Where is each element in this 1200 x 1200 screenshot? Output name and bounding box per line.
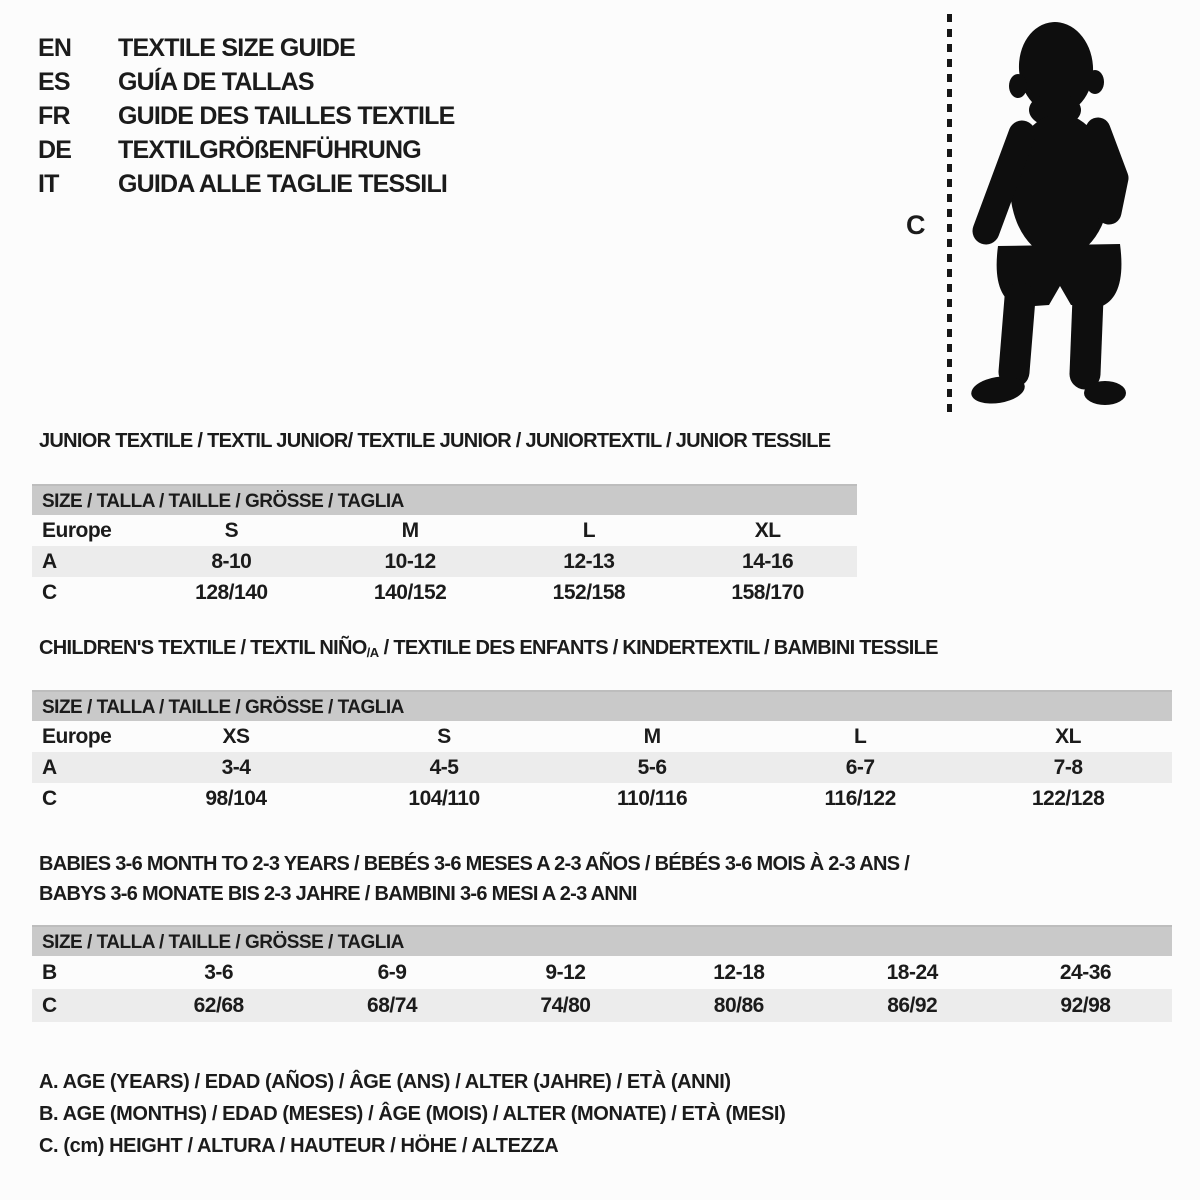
table-cell: 92/98	[1060, 993, 1111, 1017]
children-title-sub: /A	[366, 645, 379, 660]
row-label: C	[42, 993, 57, 1017]
table-cell: 152/158	[552, 580, 626, 604]
table-cell: 5-6	[637, 755, 667, 779]
language-code: FR	[38, 102, 70, 130]
children-title-prefix: CHILDREN'S TEXTILE / TEXTIL NIÑO	[39, 637, 367, 659]
table-cell: 7-8	[1053, 755, 1083, 779]
babies-size-header-bar: SIZE / TALLA / TAILLE / GRÖSSE / TAGLIA	[32, 925, 1172, 956]
language-code: IT	[38, 170, 59, 198]
table-cell: 128/140	[195, 580, 268, 604]
table-cell: 18-24	[886, 960, 938, 984]
table-cell: 86/92	[887, 993, 938, 1017]
table-cell: 3-4	[221, 755, 251, 779]
junior-section-title: JUNIOR TEXTILE / TEXTIL JUNIOR/ TEXTILE JUNIOR / JUNIORTEXTIL / JUNIOR TESSILE	[39, 430, 831, 452]
table-cell: 4-5	[429, 755, 459, 779]
children-title-suffix: / TEXTILE DES ENFANTS / KINDERTEXTIL / BAMBINI TESSILE	[378, 637, 938, 659]
babies-row-months	[32, 956, 1172, 989]
table-cell: 110/116	[617, 786, 688, 810]
row-label: Europe	[42, 518, 112, 542]
table-cell: 12-13	[563, 549, 615, 573]
table-cell: 68/74	[367, 993, 418, 1017]
table-cell: 80/86	[713, 993, 764, 1017]
children-row-age	[32, 752, 1172, 783]
guide-title-de: TEXTILGRÖßENFÜHRUNG	[118, 136, 421, 164]
height-measure-label: C	[906, 210, 926, 240]
children-row-height	[32, 783, 1172, 814]
table-cell: 14-16	[742, 549, 794, 573]
table-cell: 12-18	[713, 960, 765, 984]
language-row-en	[38, 31, 455, 65]
table-cell: 6-7	[845, 755, 875, 779]
children-size-table	[32, 690, 1172, 814]
table-cell: 3-6	[204, 960, 234, 984]
language-code: ES	[38, 68, 70, 96]
junior-row-age	[32, 546, 857, 577]
row-label: Europe	[42, 724, 112, 748]
row-label: B	[42, 960, 57, 984]
legend-line-b: B. AGE (MONTHS) / EDAD (MESES) / ÂGE (MOIS) / ALTER (MONATE) / ETÀ (MESI)	[39, 1103, 786, 1125]
junior-row-europe	[32, 515, 857, 546]
table-cell: XL	[754, 518, 781, 542]
babies-row-height	[32, 989, 1172, 1022]
table-cell: M	[643, 724, 661, 748]
babies-title-line1: BABIES 3-6 MONTH TO 2-3 YEARS / BEBÉS 3-6 MESES A 2-3 AÑOS / BÉBÉS 3-6 MOIS À 2-3 ANS /	[39, 853, 910, 875]
guide-title-it: GUIDA ALLE TAGLIE TESSILI	[118, 170, 448, 198]
babies-size-table	[32, 925, 1172, 1022]
table-cell: 24-36	[1059, 960, 1112, 984]
table-cell: 104/110	[408, 786, 480, 810]
table-cell: 74/80	[540, 993, 591, 1017]
table-cell: XL	[1055, 724, 1081, 748]
legend-line-c: C. (cm) HEIGHT / ALTURA / HAUTEUR / HÖHE / ALTEZZA	[39, 1135, 559, 1157]
table-cell: 9-12	[545, 960, 586, 984]
height-measure-dashed-line	[947, 14, 952, 416]
legend-line-a: A. AGE (YEARS) / EDAD (AÑOS) / ÂGE (ANS) / ALTER (JAHRE) / ETÀ (ANNI)	[39, 1071, 731, 1093]
table-cell: XS	[222, 724, 250, 748]
junior-size-table	[32, 484, 857, 608]
row-label: C	[42, 580, 57, 604]
language-title-list	[38, 31, 455, 201]
toddler-silhouette-icon	[968, 16, 1132, 416]
language-row-fr	[38, 99, 455, 133]
table-cell: 6-9	[377, 960, 407, 984]
row-label: A	[42, 755, 57, 779]
guide-title-fr: GUIDE DES TAILLES TEXTILE	[118, 102, 455, 130]
language-row-de	[38, 133, 455, 167]
guide-title-es: GUÍA DE TALLAS	[118, 68, 314, 96]
junior-size-header-bar: SIZE / TALLA / TAILLE / GRÖSSE / TAGLIA	[32, 484, 857, 515]
guide-title-en: TEXTILE SIZE GUIDE	[118, 34, 356, 62]
table-cell: 8-10	[211, 549, 252, 573]
row-label: A	[42, 549, 57, 573]
children-section-title	[39, 637, 938, 664]
language-row-it	[38, 167, 455, 201]
table-cell: 140/152	[373, 580, 447, 604]
babies-title-line2: BABYS 3-6 MONATE BIS 2-3 JAHRE / BAMBINI 3-6 MESI A 2-3 ANNI	[39, 883, 637, 905]
table-cell: S	[224, 518, 239, 542]
table-cell: M	[401, 518, 419, 542]
junior-row-height	[32, 577, 857, 608]
table-cell: L	[582, 518, 596, 542]
table-cell: 98/104	[205, 786, 267, 810]
children-row-europe	[32, 721, 1172, 752]
language-code: DE	[38, 136, 72, 164]
table-cell: 116/122	[824, 786, 896, 810]
table-cell: 62/68	[193, 993, 244, 1017]
row-label: C	[42, 786, 57, 810]
babies-section-title	[39, 849, 909, 909]
measurement-legend	[39, 1066, 785, 1162]
table-cell: 122/128	[1031, 786, 1105, 810]
language-code: EN	[38, 34, 72, 62]
children-size-header-bar: SIZE / TALLA / TAILLE / GRÖSSE / TAGLIA	[32, 690, 1172, 721]
table-cell: 10-12	[384, 549, 436, 573]
table-cell: 158/170	[731, 580, 804, 604]
language-row-es	[38, 65, 455, 99]
table-cell: L	[853, 724, 867, 748]
table-cell: S	[437, 724, 451, 748]
